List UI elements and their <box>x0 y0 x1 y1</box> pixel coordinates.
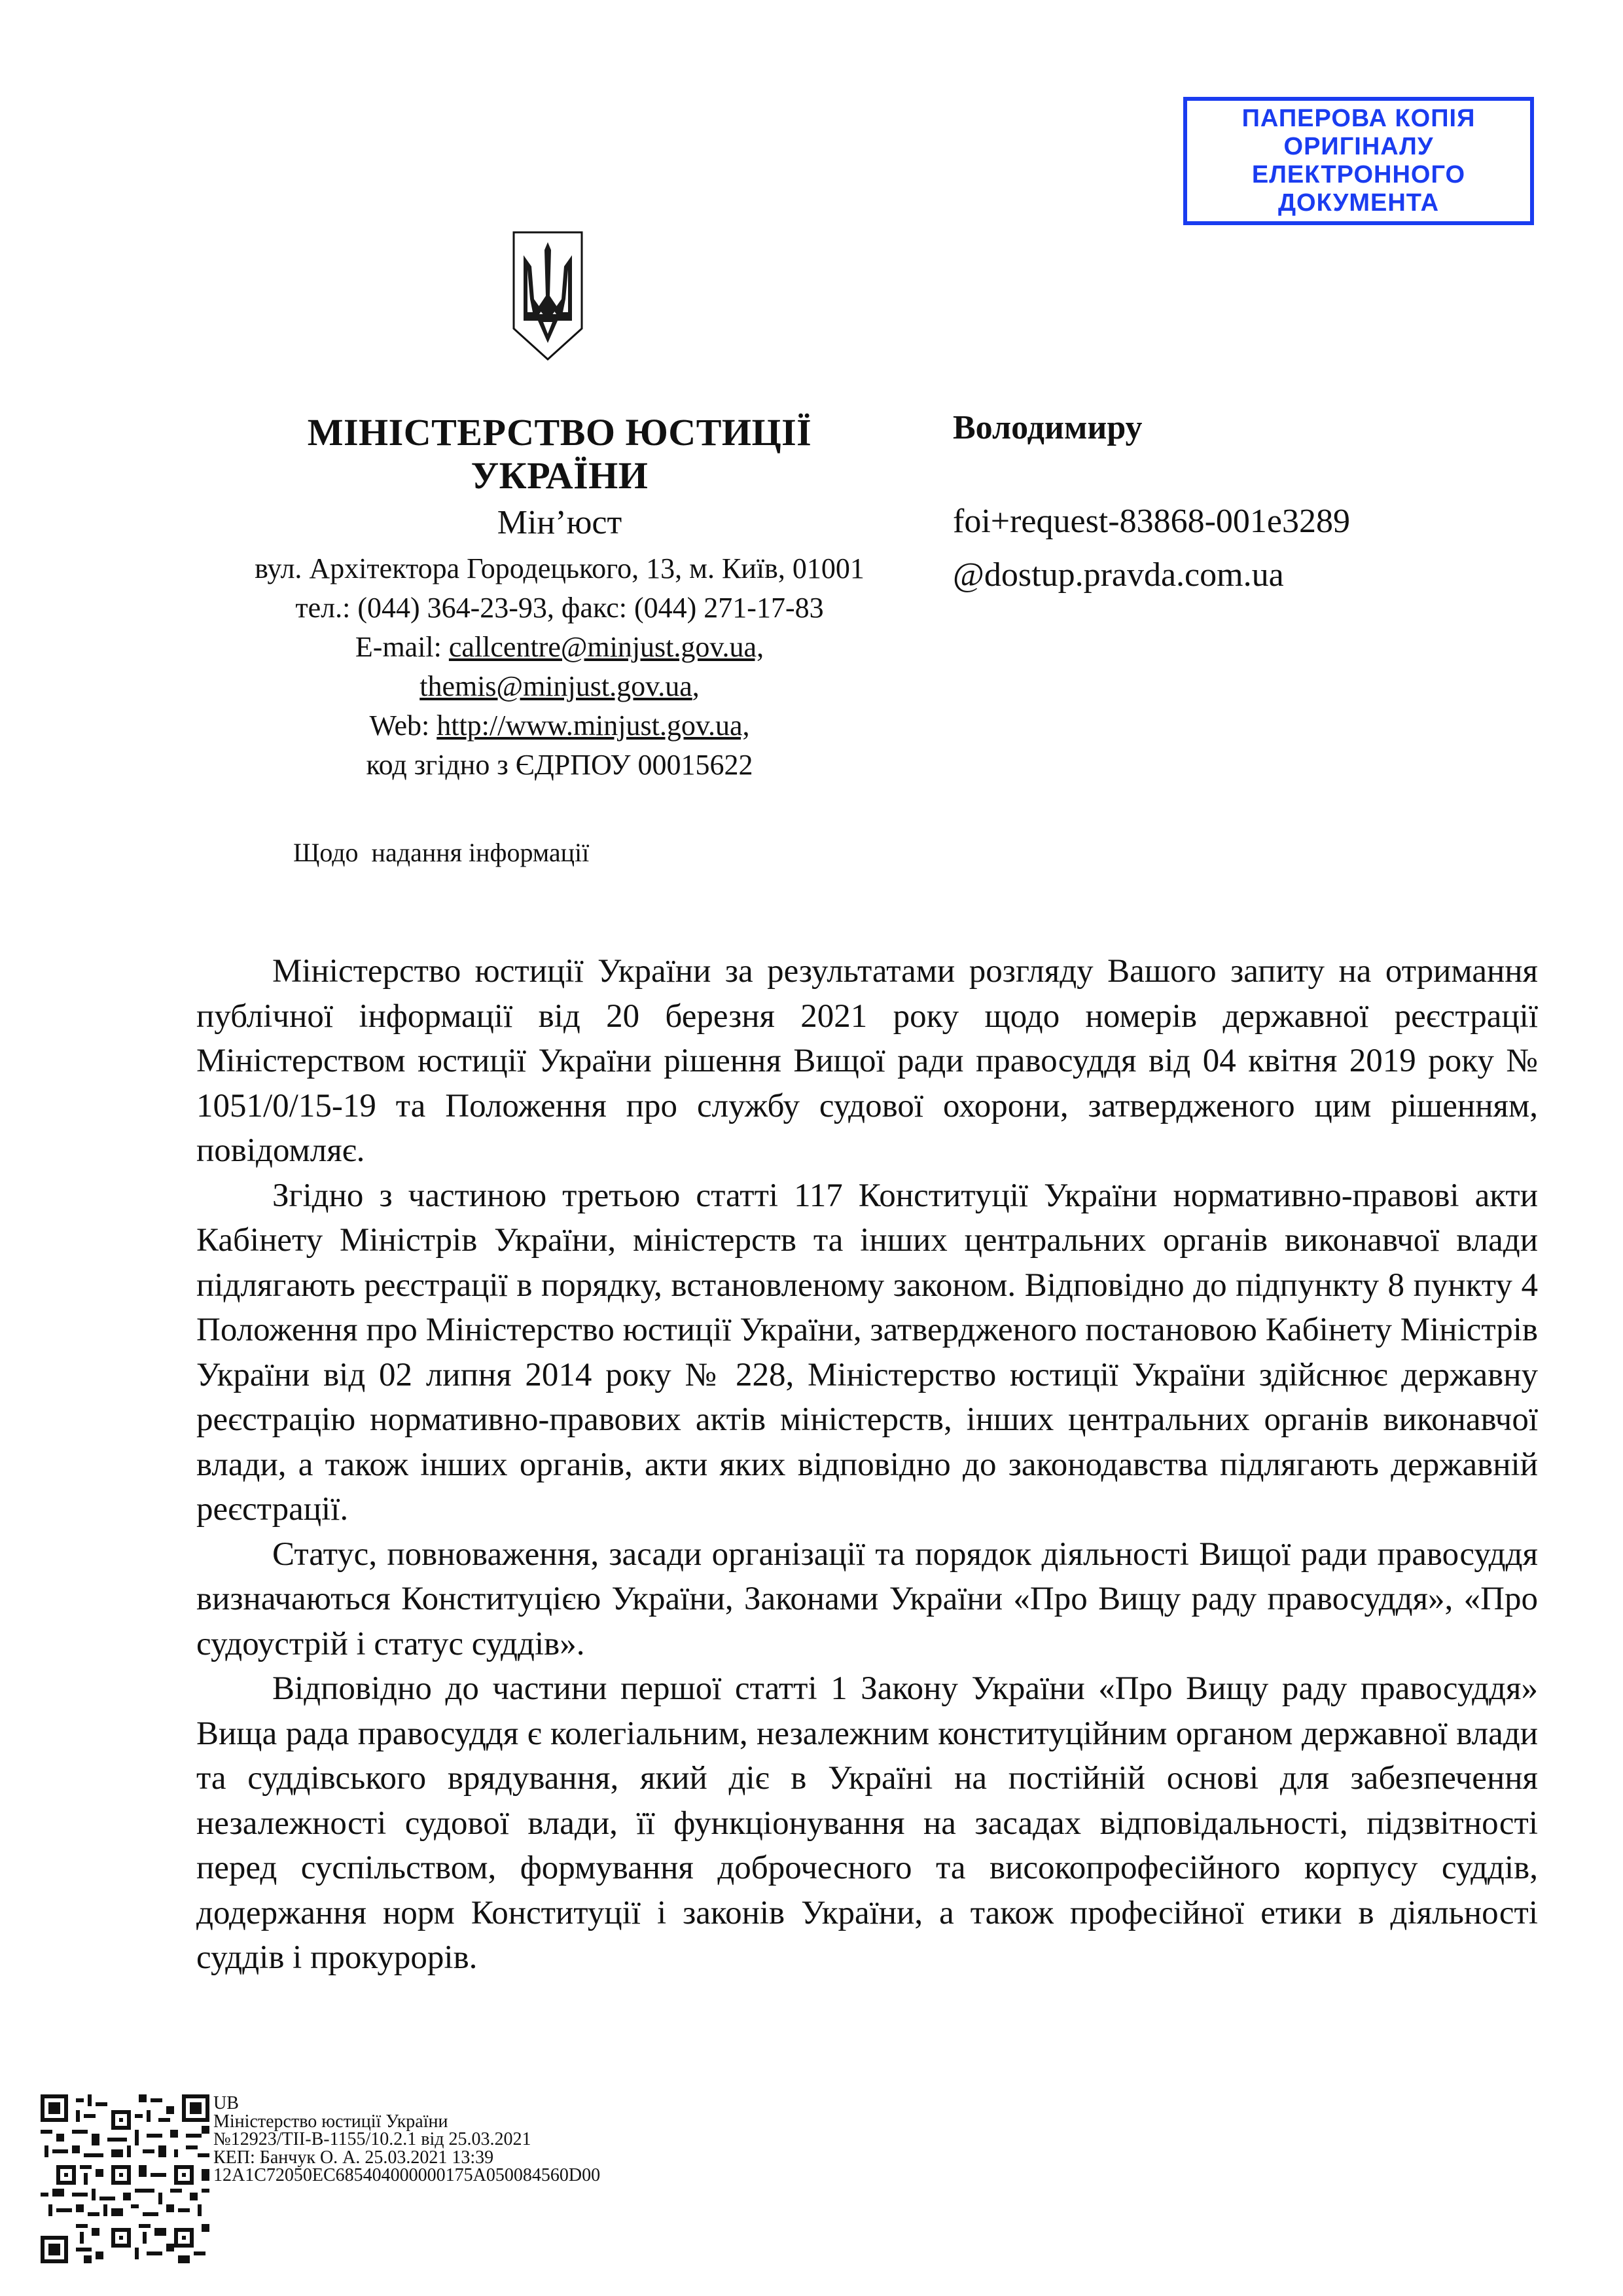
email-label: E-mail: <box>355 631 449 663</box>
ministry-edrpou-code: код згідно з ЄДРПОУ 00015622 <box>366 749 753 781</box>
body-paragraph: Відповідно до частини першої статті 1 Закону України «Про Вищу раду правосуддя» Вища рада правосуддя є колегіальним, незалежним конституційним органом державної влади та суддівського врядування, який діє в Україні на постійній основі для забезпечення незалежності судової влади, її функціонування на засадах відповідальності, підзвітності перед суспільством, формування доброчесного та високопрофесійного корпусу суддів, додержання норм Конституції і законів України, а також професійної етики в діяльності суддів і прокурорів. <box>196 1670 1538 1976</box>
ministry-name-line1: МІНІСТЕРСТВО ЮСТИЦІЇ <box>307 411 812 454</box>
sender-header <box>190 411 929 783</box>
web-label: Web: <box>369 709 437 742</box>
letter-body <box>196 949 1538 1981</box>
ministry-short-name: Мін’юст <box>497 504 622 541</box>
recipient-block <box>953 402 1350 602</box>
web-link[interactable]: http://www.minjust.gov.ua, <box>437 709 750 742</box>
stamp-line: ЕЛЕКТРОННОГО <box>1251 161 1466 188</box>
ministry-web-row <box>190 708 929 744</box>
email-suffix: , <box>692 670 700 702</box>
signature-signer: КЕП: Банчук О. А. 25.03.2021 13:39 <box>213 2147 494 2168</box>
ministry-name-line2: УКРАЇНИ <box>471 454 649 497</box>
signature-organization: Міністерство юстиції України <box>213 2111 448 2132</box>
stamp-line: ПАПЕРОВА КОПІЯ <box>1241 105 1476 132</box>
ministry-email-row-2 <box>190 669 929 704</box>
email-link-themis[interactable]: themis@minjust.gov.ua <box>419 670 692 702</box>
stamp-line: ДОКУМЕНТА <box>1277 189 1440 217</box>
recipient-email-line2: @dostup.pravda.com.ua <box>953 556 1284 594</box>
body-paragraph: Згідно з частиною третьою статті 117 Конституції України нормативно-правові акти Кабінету Міністрів України, міністерств та інших центральних органів виконавчої влади підлягають реєстрації в порядку, встановленому законом. Відповідно до підпункту 8 пункту 4 Положення про Міністерство юстиції України, затвердженого постановою Кабінету Міністрів України від 02 липня 2014 року № 228, Міністерство юстиції України здійснює державну реєстрацію нормативно-правових актів міністерств, інших центральних органів виконавчої влади, а також інших органів, акти яких відповідно до законодавства підлягають державній реєстрації. <box>196 1177 1538 1528</box>
letter-subject: Щодо надання інформації <box>293 838 590 867</box>
signature-registration-number: №12923/ТІІ-В-1155/10.2.1 від 25.03.2021 <box>213 2129 531 2149</box>
stamp-line: ОРИГІНАЛУ <box>1283 133 1434 160</box>
recipient-email-line1: foi+request-83868-001e3289 <box>953 503 1350 540</box>
email-link-callcentre[interactable]: callcentre@minjust.gov.ua, <box>448 631 764 663</box>
ministry-address: вул. Архітектора Городецького, 13, м. Київ, 01001 <box>255 552 865 584</box>
body-paragraph: Статус, повноваження, засади організації та порядок діяльності Вищої ради правосуддя визначаються Конституцією України, Законами України «Про Вищу раду правосуддя», «Про судоустрій і статус суддів». <box>196 1535 1538 1662</box>
qr-code-icon <box>41 2094 209 2263</box>
ministry-phone-fax: тел.: (044) 364-23-93, факс: (044) 271-17-83 <box>295 592 824 624</box>
recipient-name: Володимиру <box>953 409 1143 446</box>
coat-of-arms-trident-icon <box>512 230 584 361</box>
ministry-email-row <box>190 630 929 665</box>
paper-copy-stamp <box>1183 97 1534 225</box>
signature-certificate-id: 12A1C72050EC685404000000175A050084560D00 <box>213 2165 601 2185</box>
body-paragraph: Міністерство юстиції України за результатами розгляду Вашого запиту на отримання публічної інформації від 20 березня 2021 року щодо номерів державної реєстрації Міністерством юстиції України рішення Вищої ради правосуддя від 04 квітня 2019 року № 1051/0/15-19 та Положення про службу судової охорони, затвердженого цим рішенням, повідомляє. <box>196 953 1538 1169</box>
e-signature-details <box>213 2094 600 2185</box>
signature-system-code: UB <box>213 2093 239 2113</box>
recipient-email <box>953 495 1350 602</box>
